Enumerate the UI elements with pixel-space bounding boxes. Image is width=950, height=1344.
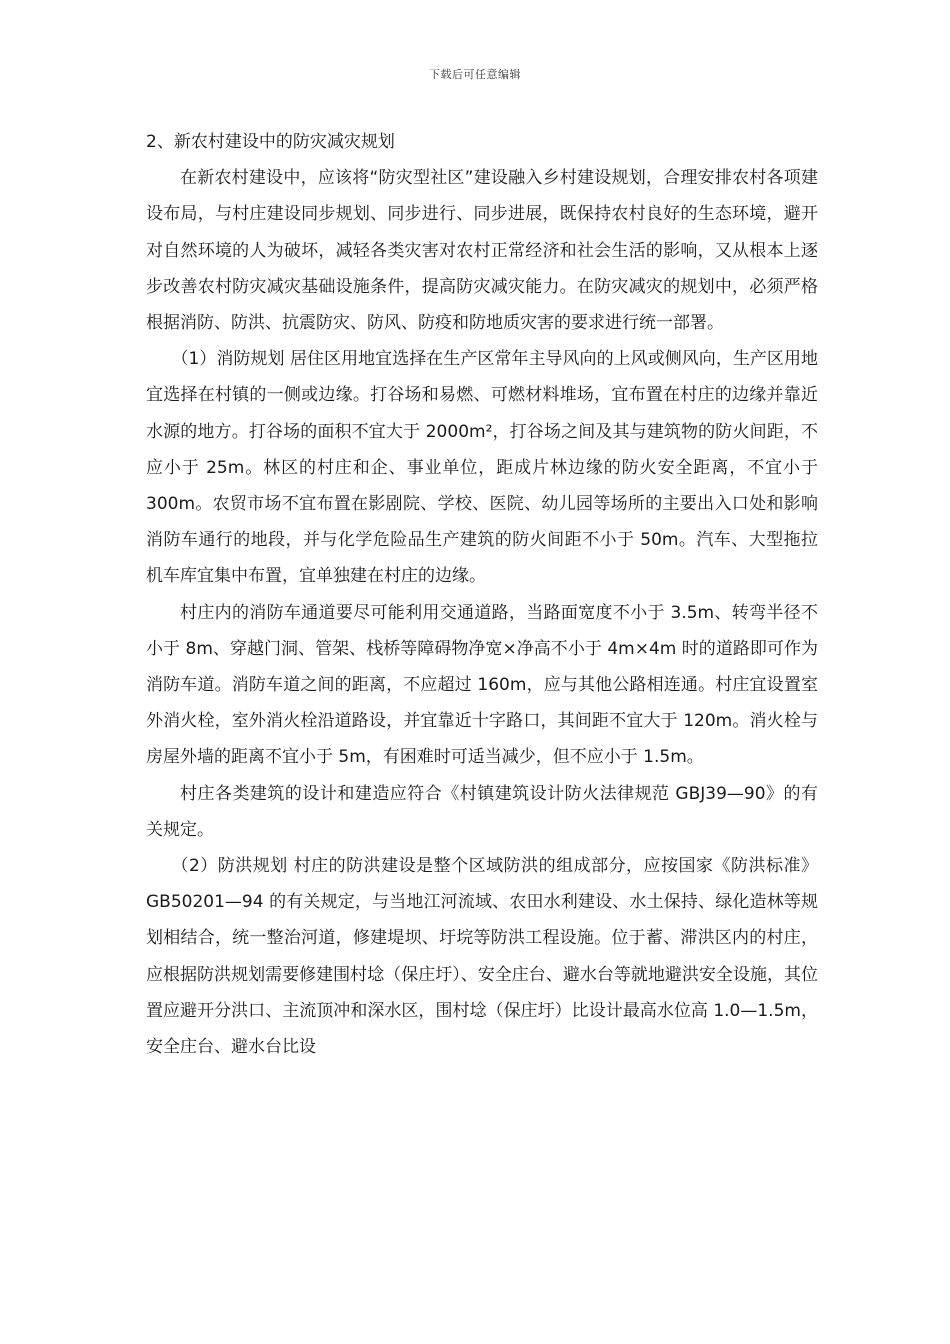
paragraph-fire-lanes: 村庄内的消防车通道要尽可能利用交通道路，当路面宽度不小于 3.5m、转弯半径不小于 8m、穿越门洞、管架、栈桥等障碍物净宽×净高不小于 4m×4m 时的道路即可作为消防车道。消防车道之间的距离，不应超过 160m，应与其他公路相连通。村庄宜设置室外消火栓，室外消火栓沿道路设，并宜靠近十字路口，其间距不宜大于 120m。消火栓与房屋外墙的距离不宜小于 5m，有困难时可适当减少，但不应小于 1.5m。	[146, 602, 818, 768]
paragraph-intro: 在新农村建设中，应该将“防灾型社区”建设融入乡村建设规划，合理安排农村各项建设布局，与村庄建设同步规划、同步进行、同步进展，既保持农村良好的生态环境，避开对自然环境的人为破坏，减轻各类灾害对农村正常经济和社会生活的影响，又从根本上逐步改善农村防灾减灾基础设施条件，提高防灾减灾能力。在防灾减灾的规划中，必须严格根据消防、防洪、抗震防灾、防风、防疫和防地质灾害的要求进行统一部署。	[146, 168, 818, 334]
paragraph-flood-planning: （2）防洪规划 村庄的防洪建设是整个区域防洪的组成部分，应按国家《防洪标准》GB50201—94 的有关规定，与当地江河流域、农田水利建设、水土保持、绿化造林等规划相结合，统一整治河道，修建堤坝、圩垸等防洪工程设施。位于蓄、滞洪区内的村庄，应根据防洪规划需要修建围村埝（保庄圩）、安全庄台、避水台等就地避洪安全设施，其位置应避开分洪口、主流顶冲和深水区，围村埝（保庄圩）比设计最高水位高 1.0—1.5m，安全庄台、避水台比设	[146, 856, 818, 1058]
document-body	[146, 124, 818, 1065]
paragraph-fire-planning: （1）消防规划 居住区用地宜选择在生产区常年主导风向的上风或侧风向，生产区用地宜选择在村镇的一侧或边缘。打谷场和易燃、可燃材料堆场，宜布置在村庄的边缘并靠近水源的地方。打谷场的面积不宜大于 2000m²，打谷场之间及其与建筑物的防火间距，不应小于 25m。林区的村庄和企、事业单位，距成片林边缘的防火安全距离，不宜小于 300m。农贸市场不宜布置在影剧院、学校、医院、幼儿园等场所的主要出入口处和影响消防车通行的地段，并与化学危险品生产建筑的防火间距不小于 50m。汽车、大型拖拉机车库宜集中布置，宜单独建在村庄的边缘。	[146, 349, 818, 587]
page-header: 下载后可任意编辑	[429, 68, 521, 81]
section-heading: 2、新农村建设中的防灾减灾规划	[146, 132, 395, 152]
paragraph-building-code: 村庄各类建筑的设计和建造应符合《村镇建筑设计防火法律规范 GBJ39—90》的有关规定。	[146, 783, 818, 840]
